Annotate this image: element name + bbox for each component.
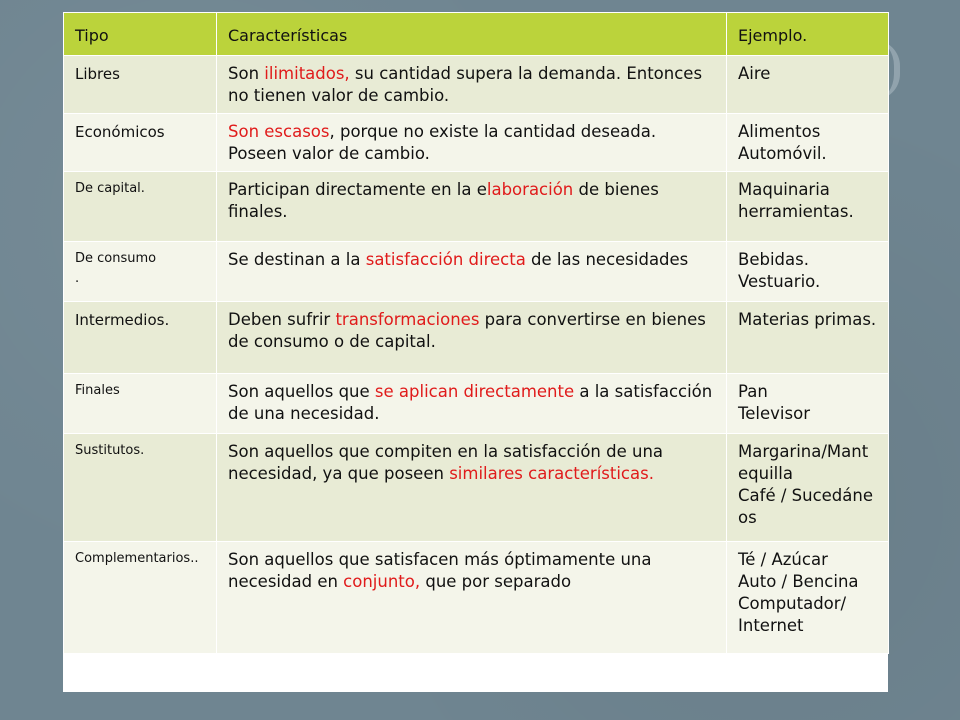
example-line: Café / Sucedáneos [738,486,873,527]
cell-tipo: Finales [64,374,217,434]
header-tipo: Tipo [64,13,217,56]
text-segment: Deben sufrir [228,310,336,329]
text-segment: , porque no existe la cantidad deseada. Poseen valor de cambio. [228,122,657,163]
example-line: Automóvil. [738,144,827,163]
table-header-row [64,13,889,56]
example-line: Té / Azúcar [738,550,828,569]
cell-tipo: Sustitutos. [64,434,217,542]
table-row [64,242,889,302]
goods-classification-table-container [63,12,888,692]
table-row [64,56,889,114]
highlighted-text: transformaciones [335,310,480,329]
cell-caracteristicas [217,56,727,114]
table-row [64,302,889,374]
cell-ejemplo [727,114,889,172]
highlighted-text: conjunto, [343,572,421,591]
example-line: Bebidas. [738,250,809,269]
cell-tipo: De consumo . [64,242,217,302]
cell-caracteristicas [217,542,727,654]
table-row [64,114,889,172]
text-segment: de las necesidades [525,250,689,269]
text-segment: que por separado [420,572,572,591]
cell-ejemplo [727,542,889,654]
highlighted-text: se aplican directamente [374,382,575,401]
example-line: Maquinaria herramientas. [738,180,854,221]
highlighted-text: satisfacción directa [365,250,526,269]
highlighted-text: ilimitados, [264,64,350,83]
example-line: Margarina/Mantequilla [738,442,869,483]
goods-classification-table [63,12,889,654]
header-caracteristicas: Características [217,13,727,56]
example-line: Pan [738,382,768,401]
cell-caracteristicas [217,374,727,434]
cell-ejemplo [727,242,889,302]
highlighted-text: laboración [486,180,574,199]
table-body [64,56,889,654]
cell-tipo: Económicos [64,114,217,172]
cell-tipo: Intermedios. [64,302,217,374]
text-segment: Son [228,64,265,83]
text-segment: Participan directamente en la e [228,180,487,199]
text-segment: Son aquellos que satisfacen más óptimamente una necesidad en [228,550,652,591]
text-segment: de bienes finales. [228,180,659,221]
cell-ejemplo [727,56,889,114]
cell-caracteristicas [217,434,727,542]
cell-tipo: De capital. [64,172,217,242]
cell-ejemplo [727,172,889,242]
table-row [64,434,889,542]
cell-caracteristicas [217,242,727,302]
highlighted-text: similares características. [449,464,654,483]
text-segment: para convertirse en bienes de consumo o de capital. [228,310,706,351]
example-line: Computador/ Internet [738,594,847,635]
cell-ejemplo [727,434,889,542]
text-segment: su cantidad supera la demanda. Entonces no tienen valor de cambio. [228,64,703,105]
table-row [64,542,889,654]
cell-caracteristicas [217,114,727,172]
table-row [64,172,889,242]
header-ejemplo: Ejemplo. [727,13,889,56]
example-line: Auto / Bencina [738,572,859,591]
example-line: Televisor [738,404,810,423]
text-segment: Son aquellos que [228,382,375,401]
cell-ejemplo [727,374,889,434]
example-line: Alimentos [738,122,821,141]
example-line: Vestuario. [738,272,821,291]
cell-caracteristicas [217,302,727,374]
cell-tipo: Libres [64,56,217,114]
highlighted-text: Son escasos [228,122,330,141]
cell-caracteristicas [217,172,727,242]
text-segment: a la satisfacción de una necesidad. [228,382,713,423]
text-segment: Son aquellos que compiten en la satisfacción de una necesidad, ya que poseen [228,442,664,483]
cell-ejemplo [727,302,889,374]
example-line: Aire [738,64,771,83]
cell-tipo: Complementarios.. [64,542,217,654]
example-line: Materias primas. [738,310,877,329]
text-segment: Se destinan a la [228,250,366,269]
table-row [64,374,889,434]
